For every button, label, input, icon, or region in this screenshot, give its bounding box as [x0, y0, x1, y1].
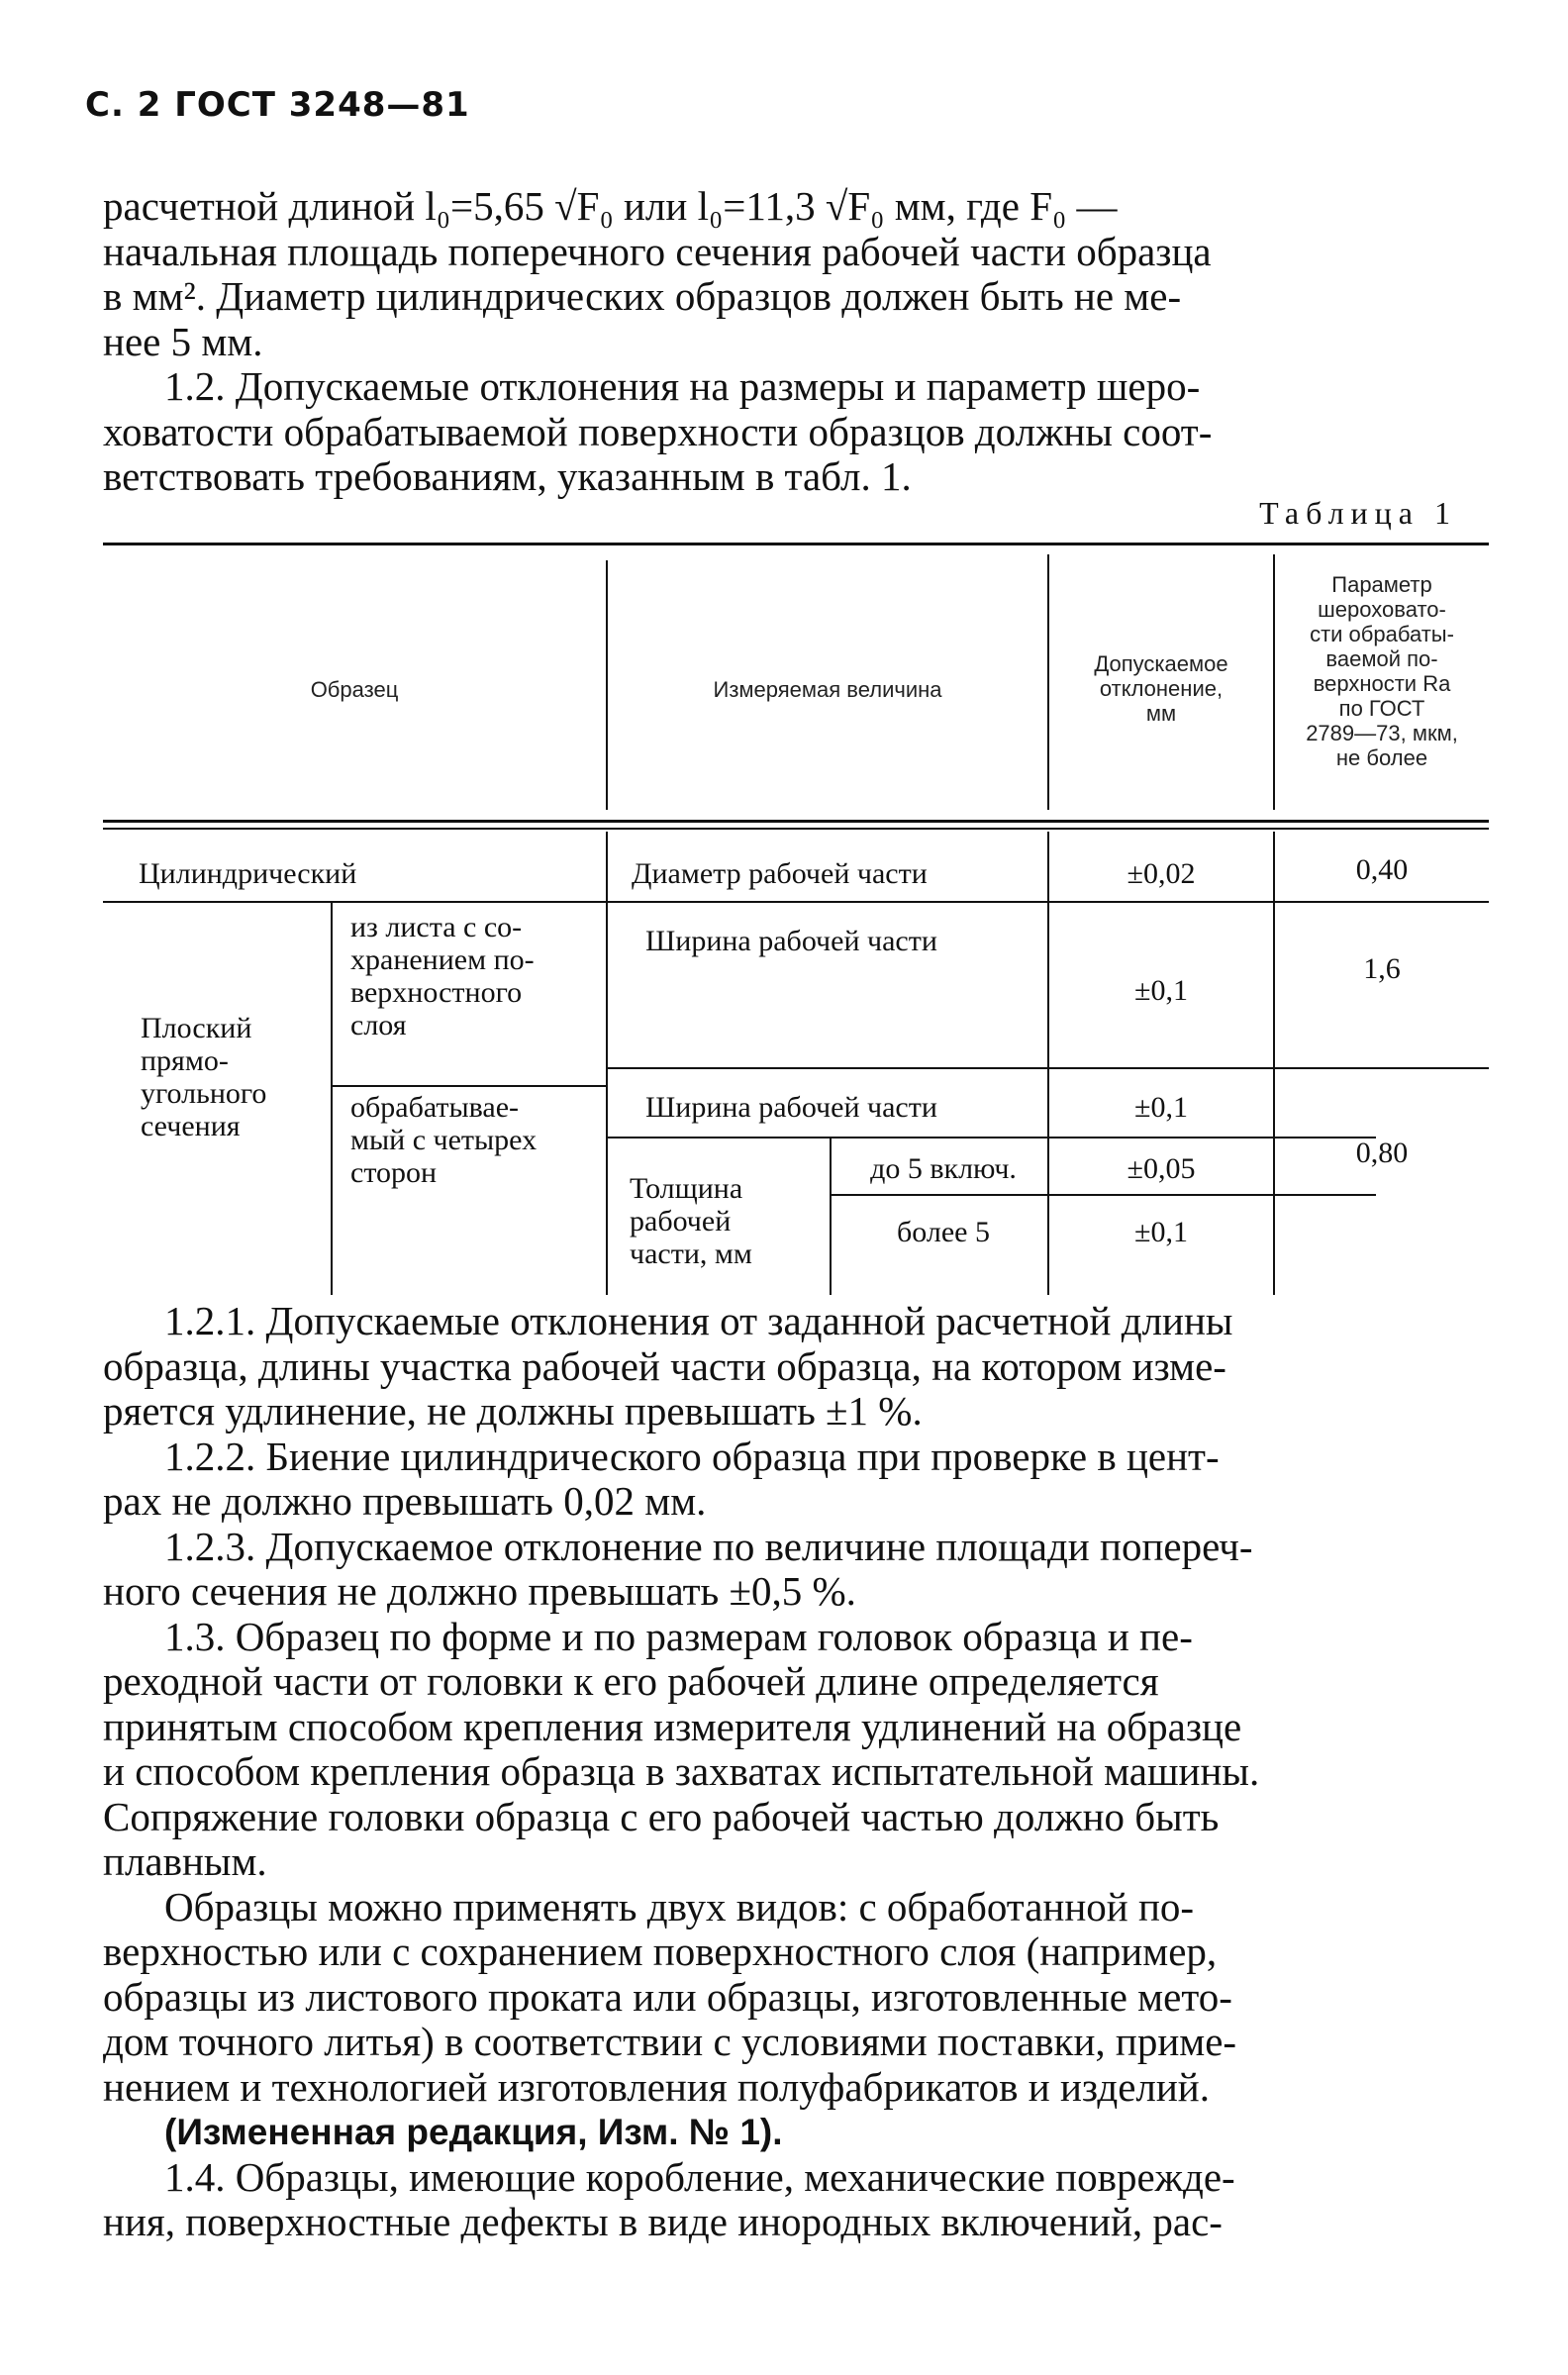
- paragraph-1-2: [103, 364, 1489, 500]
- text-line: 1.4. Образцы, имеющие коробление, механические поврежде-: [164, 2153, 1235, 2200]
- cell-line: рабочей: [630, 1205, 732, 1237]
- table-caption: Таблица 1: [1259, 495, 1457, 531]
- text-line: ветствовать требованиям, указанным в табл. 1.: [103, 453, 912, 499]
- cell-line: мый с четырех: [350, 1124, 538, 1156]
- text-line: Сопряжение головки образца с его рабочей частью должно быть: [103, 1793, 1220, 1839]
- text-line: 1.3. Образец по форме и по размерам головок образца и пе-: [164, 1613, 1193, 1659]
- header-line: 2789—73, мкм,: [1306, 721, 1458, 745]
- intro-paragraph: [103, 184, 1489, 364]
- cell-cylindrical: Цилиндрический: [139, 857, 357, 890]
- text-line: нением и технологией изготовления полуфабрикатов и изделий.: [103, 2063, 1210, 2110]
- header-bottom-rule-2: [103, 828, 1489, 830]
- row-rule: [103, 901, 1489, 903]
- cell-thickness-tol1: ±0,05: [1127, 1152, 1196, 1185]
- text-line: Образцы можно применять двух видов: с обработанной по-: [164, 1883, 1195, 1930]
- header-line: отклонение,: [1099, 676, 1224, 701]
- cell-machined: [350, 1091, 537, 1189]
- table-top-rule: [103, 543, 1489, 545]
- header-line: шероховато-: [1318, 597, 1446, 622]
- text-line: 1.2.2. Биение цилиндрического образца при проверке в цент-: [164, 1433, 1220, 1479]
- cell-line: части, мм: [630, 1237, 752, 1270]
- col-rule: [1273, 832, 1275, 1295]
- cell-thickness: [630, 1172, 752, 1270]
- cell-line: слоя: [350, 1009, 407, 1041]
- cell-line: угольного: [141, 1077, 267, 1110]
- col-rule: [606, 832, 608, 1295]
- cell-line: прямо-: [141, 1044, 229, 1077]
- cell-line: верхностного: [350, 976, 523, 1009]
- header-line: Допускаемое: [1094, 651, 1228, 676]
- text-line: (Измененная редакция, Изм. № 1).: [164, 2112, 783, 2152]
- cell-line: обрабатывае-: [350, 1091, 520, 1124]
- col-rule: [830, 1137, 832, 1295]
- page-header: С. 2 ГОСТ 3248—81: [85, 85, 470, 125]
- cell-line: сторон: [350, 1156, 438, 1189]
- text-line: ряется удлинение, не должны превышать ±1 %.: [103, 1388, 923, 1434]
- cell-sheet-measured: Ширина рабочей части: [645, 925, 937, 957]
- col-rule: [331, 901, 333, 1295]
- text-line: верхностью или с сохранением поверхностного слоя (например,: [103, 1929, 1218, 1974]
- text-line: нее 5 мм.: [103, 318, 263, 364]
- cell-machined-roughness: 0,80: [1355, 1137, 1409, 1169]
- text-line: в мм². Диаметр цилиндрических образцов должен быть не ме-: [103, 273, 1182, 319]
- header-line: верхности Ra: [1313, 671, 1451, 696]
- text-line: образцы из листового проката или образцы, изготовленные мето-: [103, 1973, 1232, 2020]
- cell-cyl-roughness: 0,40: [1355, 853, 1409, 886]
- table-1: [103, 543, 1489, 1295]
- text-line: 1.2.3. Допускаемое отклонение по величине площади попереч-: [164, 1523, 1253, 1569]
- header-line: Параметр: [1331, 572, 1432, 597]
- text-line: и способом крепления образца в захватах испытательной машины.: [103, 1748, 1260, 1794]
- cell-line: сечения: [141, 1110, 241, 1142]
- text-line: 1.2. Допускаемые отклонения на размеры и параметр шеро-: [164, 363, 1201, 409]
- cell-machined-width: Ширина рабочей части: [645, 1091, 937, 1124]
- text-line: плавным.: [103, 1838, 267, 1884]
- text-line: дом точного литья) в соответствии с условиями поставки, приме-: [103, 2019, 1237, 2064]
- cell-machined-width-tol: ±0,1: [1134, 1091, 1188, 1124]
- header-measured: Измеряемая величина: [713, 677, 942, 702]
- header-line: по ГОСТ: [1338, 696, 1425, 721]
- header-line: мм: [1145, 701, 1177, 726]
- body-text: [103, 1299, 1489, 2245]
- text-line: ного сечения не должно превышать ±0,5 %.: [103, 1568, 856, 1614]
- cell-sheet-tolerance: ±0,1: [1134, 974, 1188, 1007]
- cell-sheet: [350, 911, 535, 1041]
- cell-cyl-tolerance: ±0,02: [1127, 857, 1196, 890]
- text-line: начальная площадь поперечного сечения рабочей части образца: [103, 228, 1212, 274]
- header-roughness: [1275, 572, 1489, 770]
- text-line: реходной части от головки к его рабочей длине определяется: [103, 1658, 1159, 1704]
- text-line: образца, длины участка рабочей части образца, на котором изме-: [103, 1342, 1226, 1389]
- row-rule: [608, 1137, 1376, 1138]
- text-line: расчетной длиной l₀=5,65 √F₀ или l₀=11,3 √F₀ мм, где F₀ —: [103, 183, 1118, 229]
- header-line: сти обрабаты-: [1310, 622, 1454, 646]
- header-tolerance: [1049, 651, 1273, 726]
- header-specimen: Образец: [310, 677, 399, 702]
- text-line: ния, поверхностные дефекты в виде инородных включений, рас-: [103, 2199, 1223, 2244]
- cell-cyl-measured: Диаметр рабочей части: [632, 857, 928, 890]
- text-line: рах не должно превышать 0,02 мм.: [103, 1478, 707, 1524]
- text-line: принятым способом крепления измерителя удлинений на образце: [103, 1703, 1242, 1749]
- text-line: 1.2.1. Допускаемые отклонения от заданной расчетной длины: [164, 1298, 1233, 1343]
- cell-line: Толщина: [630, 1172, 743, 1205]
- cell-flat: [141, 1012, 266, 1142]
- cell-line: из листа с со-: [350, 911, 523, 943]
- row-rule: [333, 1085, 608, 1087]
- row-rule: [832, 1194, 1376, 1196]
- header-bottom-rule: [103, 820, 1489, 823]
- cell-thickness-sub2: более 5: [897, 1216, 990, 1248]
- cell-thickness-tol2: ±0,1: [1134, 1216, 1188, 1248]
- cell-line: Плоский: [141, 1012, 252, 1044]
- header-line: не более: [1335, 745, 1428, 770]
- cell-sheet-roughness: 1,6: [1363, 952, 1401, 985]
- text-line: ховатости обрабатываемой поверхности образцов должны соот-: [103, 408, 1213, 454]
- cell-line: хранением по-: [350, 943, 535, 976]
- header-line: ваемой по-: [1325, 646, 1438, 671]
- cell-thickness-sub1: до 5 включ.: [870, 1152, 1017, 1185]
